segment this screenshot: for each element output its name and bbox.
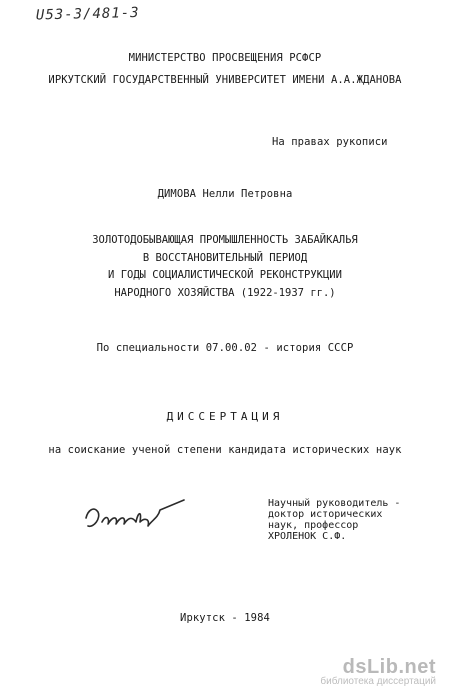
dissertation-title bbox=[0, 232, 450, 302]
archive-stamp bbox=[36, 2, 155, 31]
title-line: И ГОДЫ СОЦИАЛИСТИЧЕСКОЙ РЕКОНСТРУКЦИИ bbox=[108, 269, 342, 281]
archive-stamp-text: U53-3/481-3 bbox=[35, 4, 140, 24]
advisor-line: наук, профессор bbox=[268, 520, 359, 531]
dslib-logo bbox=[320, 656, 436, 687]
university-heading: ИРКУТСКИЙ ГОСУДАРСТВЕННЫЙ УНИВЕРСИТЕТ ИМЕНИ А.А.ЖДАНОВА bbox=[48, 74, 402, 86]
advisor-line: Научный руководитель - bbox=[268, 498, 401, 509]
footer-watermark bbox=[0, 654, 450, 696]
logo-sub-text: библиотека диссертаций bbox=[320, 676, 436, 687]
place-and-year: Иркутск - 1984 bbox=[180, 612, 270, 624]
handwritten-signature bbox=[80, 488, 190, 538]
scientific-advisor bbox=[268, 498, 400, 542]
author-name: ДИМОВА Нелли Петровна bbox=[157, 188, 293, 200]
title-line: ЗОЛОТОДОБЫВАЮЩАЯ ПРОМЫШЛЕННОСТЬ ЗАБАЙКАЛЬЯ bbox=[92, 234, 358, 246]
degree-line: на соискание ученой степени кандидата исторических наук bbox=[48, 444, 402, 456]
title-line: НАРОДНОГО ХОЗЯЙСТВА (1922-1937 гг.) bbox=[114, 286, 336, 299]
title-line: В ВОССТАНОВИТЕЛЬНЫЙ ПЕРИОД bbox=[142, 251, 308, 264]
manuscript-rights-note: На правах рукописи bbox=[272, 136, 388, 148]
ministry-heading: МИНИСТЕРСТВО ПРОСВЕЩЕНИЯ РСФСР bbox=[128, 52, 322, 64]
logo-main-text: dsLib.net bbox=[342, 656, 436, 678]
advisor-line: ХРОЛЕНОК С.Ф. bbox=[268, 531, 347, 542]
advisor-line: доктор исторических bbox=[268, 509, 383, 520]
document-type: ДИССЕРТАЦИЯ bbox=[166, 410, 284, 423]
specialty-line: По специальности 07.00.02 - история СССР bbox=[96, 342, 354, 354]
